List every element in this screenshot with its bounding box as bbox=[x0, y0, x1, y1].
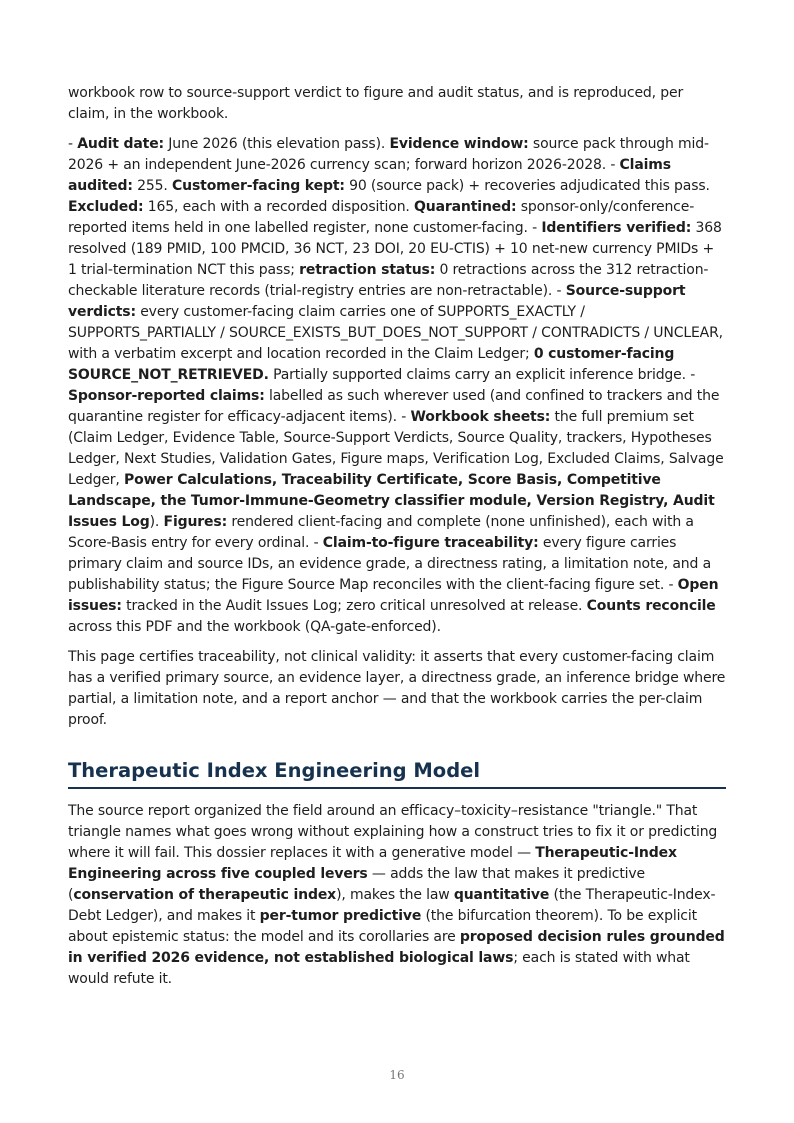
bold-run: Customer-facing kept: bbox=[172, 178, 345, 194]
section-heading: Therapeutic Index Engineering Model bbox=[68, 758, 726, 789]
bold-run: Excluded: bbox=[68, 199, 144, 215]
bold-run: Claims audited: bbox=[68, 157, 671, 194]
bold-run: Evidence window: bbox=[389, 136, 529, 152]
text-run: ). bbox=[149, 514, 164, 530]
bold-run: conservation of therapeutic index bbox=[73, 887, 337, 903]
section-body-paragraph bbox=[68, 801, 726, 990]
text-run: 165, each with a recorded disposition. bbox=[143, 199, 415, 215]
text-run: every customer-facing claim carries one of SUPPORTS_EXACTLY / SUPPORTS_PARTIALLY / SOURCE_EXISTS_BUT_DOES_NOT_SUPPORT / CONTRADICTS / UNCLEAR, with a verbatim excerpt and location recorded in the Claim Ledger; bbox=[68, 304, 723, 362]
text-run: source pack through mid-2026 + an independent June-2026 currency scan; forward horizon 2026-2028. - bbox=[68, 136, 709, 173]
text-run: (the bifurcation theorem). To be explicit about epistemic status: the model and its corollaries are bbox=[68, 908, 697, 945]
text-run: labelled as such wherever used (and confined to trackers and the quarantine register for efficacy-adjacent items). - bbox=[68, 388, 720, 425]
bold-run: Audit date: bbox=[77, 136, 164, 152]
bold-run: Claim-to-figure traceability: bbox=[322, 535, 539, 551]
text-run: ), makes the law bbox=[336, 887, 454, 903]
text-run: 368 resolved (189 PMID, 100 PMCID, 36 NCT, 23 DOI, 20 EU-CTIS) + 10 net-new currency PMIDs + 1 trial-termination NCT this pass; bbox=[68, 220, 722, 278]
text-run: - bbox=[68, 136, 78, 152]
text-run: June 2026 (this elevation pass). bbox=[164, 136, 390, 152]
bold-run: per-tumor predictive bbox=[259, 908, 422, 924]
bold-run: 0 customer-facing SOURCE_NOT_RETRIEVED. bbox=[68, 346, 675, 383]
text-run: ; each is stated with what would refute it. bbox=[68, 950, 690, 987]
page-content bbox=[68, 83, 726, 999]
text-run: every figure carries primary claim and source IDs, an evidence grade, a directness rating, a limitation note, and a publishability status; the Figure Source Map reconciles with the client-facing figure set. - bbox=[68, 535, 711, 593]
bold-run: Open issues: bbox=[68, 577, 719, 614]
bold-run: Quarantined: bbox=[414, 199, 517, 215]
bold-run: quantitative bbox=[453, 887, 550, 903]
text-run: rendered client-facing and complete (none unfinished), each with a Score-Basis entry for every ordinal. - bbox=[68, 514, 694, 551]
bold-run: Therapeutic-Index Engineering across five coupled levers bbox=[68, 845, 677, 882]
bold-run: Identifiers verified: bbox=[541, 220, 692, 236]
text-run: the full premium set (Claim Ledger, Evidence Table, Source-Support Verdicts, Source Quality, trackers, Hypotheses Ledger, Next Studies, Validation Gates, Figure maps, Verification Log, Excluded Claims, Salvage Ledger, bbox=[68, 409, 724, 488]
text-run: Partially supported claims carry an explicit inference bridge. - bbox=[268, 367, 696, 383]
text-run: — adds the law that makes it predictive ( bbox=[68, 866, 646, 903]
audit-summary-paragraph bbox=[68, 134, 726, 638]
bold-run: Workbook sheets: bbox=[410, 409, 551, 425]
bold-run: Counts reconcile bbox=[586, 598, 716, 614]
page-number: 16 bbox=[389, 1068, 405, 1082]
bold-run: Source-support verdicts: bbox=[68, 283, 686, 320]
bold-run: Sponsor-reported claims: bbox=[68, 388, 265, 404]
bold-run: Figures: bbox=[163, 514, 228, 530]
text-run: The source report organized the field around an efficacy–toxicity–resistance "triangle." That triangle names what goes wrong without explaining how a construct tries to fix it or predicting where it will fail. This dossier replaces it with a generative model — bbox=[68, 803, 718, 861]
intro-tail-paragraph: workbook row to source-support verdict to figure and audit status, and is reproduced, per claim, in the workbook. bbox=[68, 85, 684, 122]
text-run: (the Therapeutic-Index-Debt Ledger), and makes it bbox=[68, 887, 716, 924]
text-run: sponsor-only/conference-reported items held in one labelled register, none customer-facing. - bbox=[68, 199, 695, 236]
text-run: 0 retractions across the 312 retraction-checkable literature records (trial-registry entries are non-retractable). - bbox=[68, 262, 709, 299]
bold-run: proposed decision rules grounded in verified 2026 evidence, not established biological laws bbox=[68, 929, 725, 966]
certification-paragraph: This page certifies traceability, not clinical validity: it asserts that every customer-facing claim has a verified primary source, an evidence layer, a directness grade, an inference bridge where partial, a limitation note, and a report anchor — and that the workbook carries the per-claim proof. bbox=[68, 649, 726, 728]
text-run: 90 (source pack) + recoveries adjudicated this pass. bbox=[344, 178, 710, 194]
bold-run: Power Calculations, Traceability Certificate, Score Basis, Competitive Landscape, the Tumor-Immune-Geometry classifier module, Version Registry, Audit Issues Log bbox=[68, 472, 715, 530]
text-run: 255. bbox=[132, 178, 173, 194]
bold-run: retraction status: bbox=[299, 262, 436, 278]
text-run: tracked in the Audit Issues Log; zero critical unresolved at release. bbox=[121, 598, 587, 614]
text-run: across this PDF and the workbook (QA-gate-enforced). bbox=[68, 619, 441, 635]
